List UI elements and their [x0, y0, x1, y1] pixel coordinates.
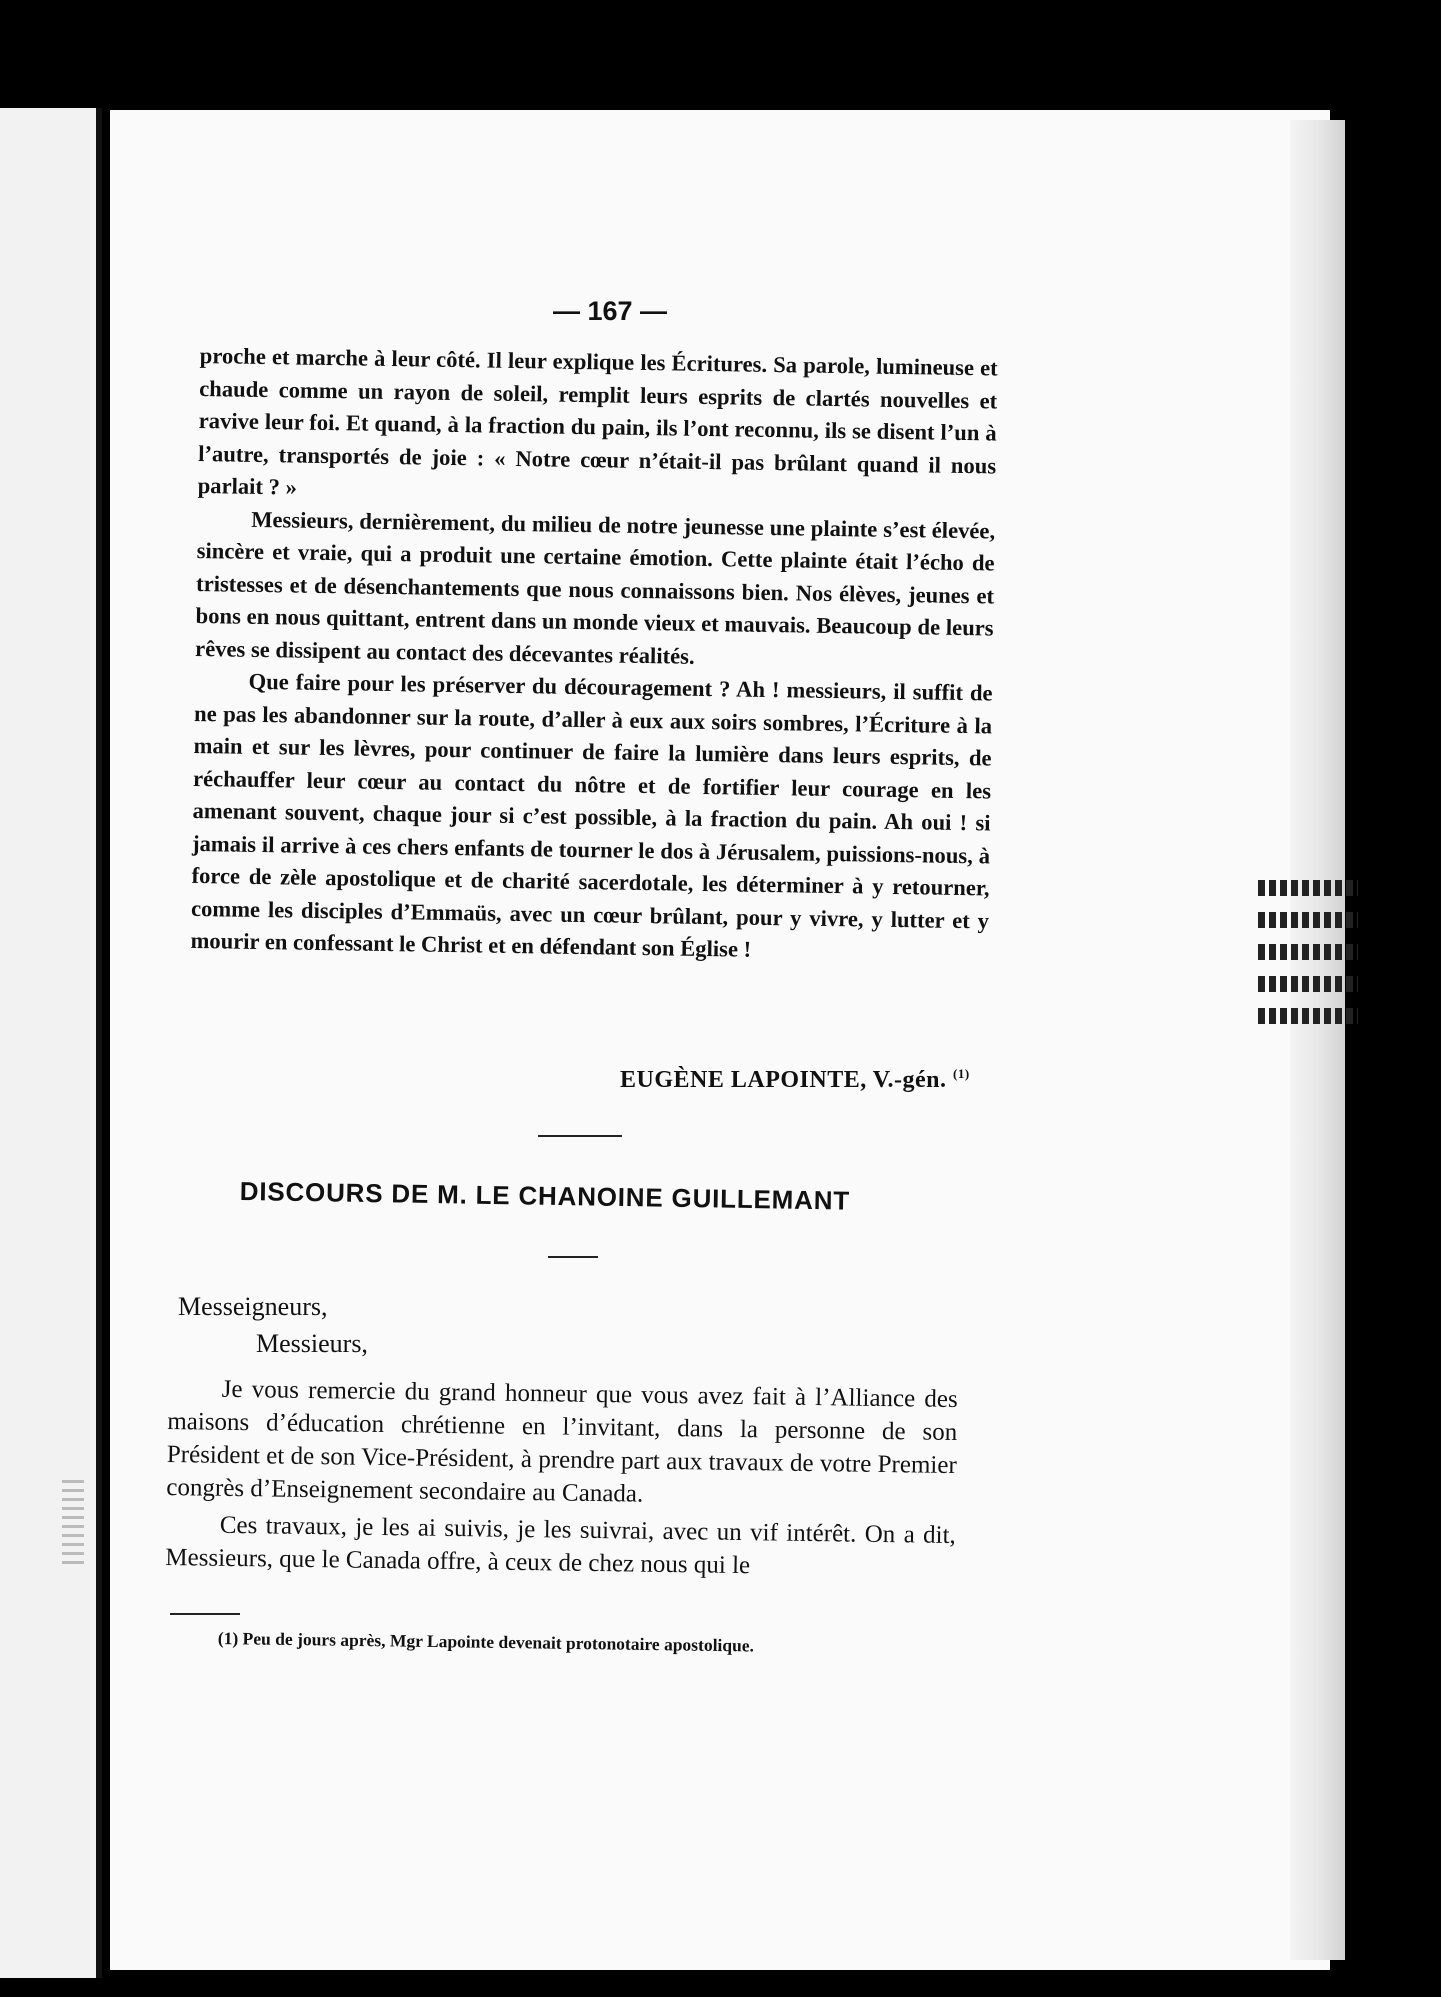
gutter-marks: [62, 1480, 84, 1570]
page-number: — 167 —: [552, 296, 668, 326]
paragraph: Messieurs, dernièrement, du milieu de notre jeunesse une plainte s’est élevée, sincère et vraie, qui a produit une certaine émotion. Cette plainte était l’écho de tristesses et de désenchantements que nous connaissons bien. Nos élèves, jeunes et bons en nous quittant, entrent dans un monde vieux et mauvais. Beaucoup de leurs rêves se dissipent au contact des décevantes réalités.: [194, 506, 996, 669]
edge-bleed-marks: [1258, 880, 1358, 1060]
paragraph: proche et marche à leur côté. Il leur explique les Écritures. Sa parole, lumineuse et chaude comme un rayon de soleil, remplit leurs esprits de clartés nouvelles et ravive leur foi. Et quand, à la fraction du pain, ils l’ont reconnu, ils se disent l’un à l’autre, transportés de joie : « Notre cœur n’était-il pas brûlant quand il nous parlait ? »: [197, 342, 998, 500]
paragraph: Je vous remercie du grand honneur que vous avez fait à l’Alliance des maisons d’éducation chrétienne en l’invitant, dans la personne de son Président et de son Vice-Président, à prendre part aux travaux de votre Premier congrès d’Enseignement secondaire au Canada.: [166, 1375, 958, 1508]
heading-divider: [548, 1256, 598, 1258]
salutation-line: Messeigneurs,: [178, 1292, 328, 1321]
left-page-edge: [0, 108, 102, 1978]
footnote-divider: [170, 1613, 240, 1615]
lower-text-block: [165, 1372, 958, 1589]
section-divider: [538, 1135, 622, 1137]
footnote-ref: (1): [953, 1066, 970, 1081]
footnote: (1) Peu de jours après, Mgr Lapointe devenait protonotaire apostolique.: [217, 1628, 755, 1656]
upper-text-block: [190, 340, 998, 970]
paragraph: Que faire pour les préserver du découragement ? Ah ! messieurs, il suffit de ne pas les abandonner sur la route, d’aller à eux aux soirs sombres, l’Écriture à la main et sur les lèvres, pour continuer de faire la lumière dans leurs esprits, de réchauffer leur cœur au contact du nôtre et de fortifier leur courage en les amenant souvent, chaque jour si c’est possible, à la fraction du pain. Ah oui ! si jamais il arrive à ces chers enfants de tourner le dos à Jérusalem, puissions-nous, à force de zèle apostolique et de charité sacerdotale, les déterminer à y retourner, comme les disciples d’Emmaüs, avec un cœur brûlant, pour y vivre, y lutter et y mourir en confessant le Christ et en défendant son Église !: [190, 668, 993, 962]
signature: [620, 1066, 1000, 1094]
salutation: [178, 1288, 368, 1362]
salutation-line: Messieurs,: [256, 1329, 368, 1358]
signature-name: EUGÈNE LAPOINTE, V.-gén.: [620, 1067, 947, 1093]
paragraph: Ces travaux, je les ai suivis, je les suivrai, avec un vif intérêt. On a dit, Messieurs, que le Canada offre, à ceux de chez nous qui le: [165, 1511, 956, 1580]
section-heading: DISCOURS DE M. LE CHANOINE GUILLEMANT: [239, 1176, 851, 1216]
